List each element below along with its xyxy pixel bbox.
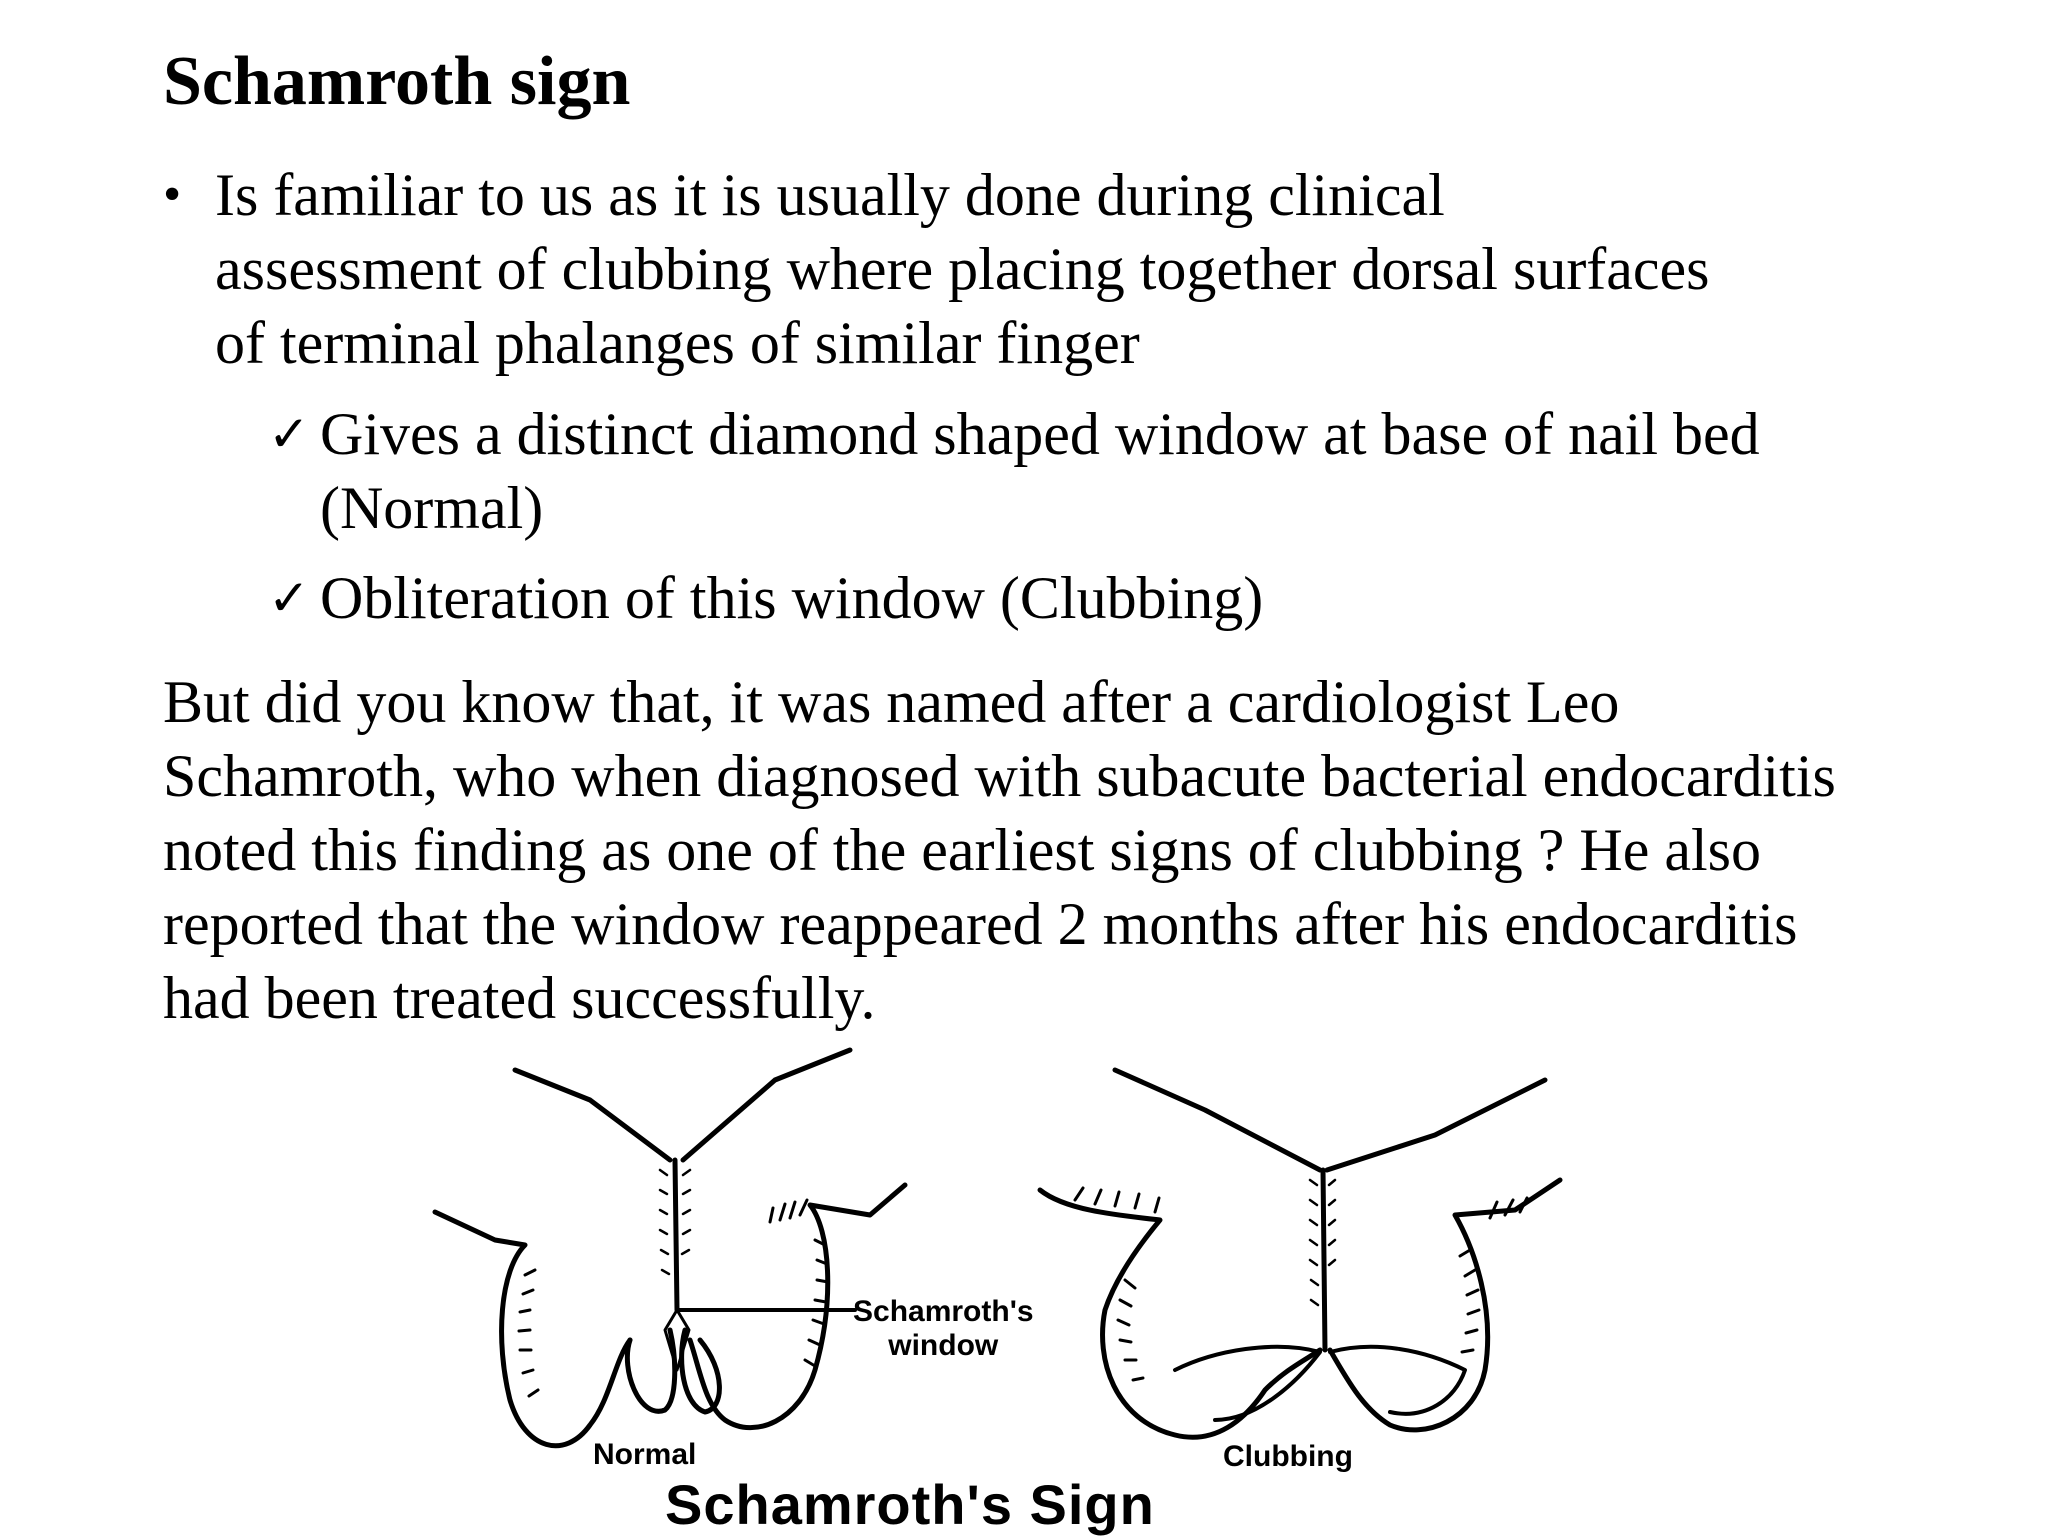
- window-label-line1: Schamroth's: [853, 1295, 1034, 1328]
- check-text-normal: Gives a distinct diamond shaped window at base of nail bed (Normal): [320, 401, 1760, 541]
- check-item-normal: [268, 397, 1888, 545]
- clubbing-label: Clubbing: [1223, 1440, 1353, 1473]
- schamroth-sign-illustration: [415, 1040, 1585, 1536]
- checkmark-icon: ✓: [268, 405, 310, 463]
- bullet-text: Is familiar to us as it is usually done during clinical assessment of clubbing where placing together dorsal surfaces of terminal phalanges of similar finger: [215, 162, 1710, 376]
- history-paragraph: But did you know that, it was named after a cardiologist Leo Schamroth, who when diagnosed with subacute bacterial endocarditis noted this finding as one of the earliest signs of clubbing ? He also reported that the window reappeared 2 months after his endocarditis had been treated successfully.: [163, 669, 1836, 1031]
- bullet-item: [163, 158, 1723, 380]
- normal-label: Normal: [593, 1438, 697, 1471]
- check-item-clubbing: [268, 561, 1888, 635]
- normal-fingers-drawing: [435, 1050, 905, 1446]
- schamroth-window-label: [853, 1295, 1034, 1363]
- check-text-clubbing: Obliteration of this window (Clubbing): [320, 565, 1264, 631]
- slide-title: Schamroth sign: [163, 43, 631, 120]
- checkmark-icon: ✓: [268, 569, 310, 627]
- finger-drawing: [415, 1040, 1585, 1536]
- window-label-line2: window: [888, 1329, 999, 1362]
- bullet-marker: •: [163, 166, 182, 223]
- clubbing-fingers-drawing: [1040, 1070, 1560, 1437]
- figure-caption: Schamroth's Sign: [665, 1473, 1155, 1536]
